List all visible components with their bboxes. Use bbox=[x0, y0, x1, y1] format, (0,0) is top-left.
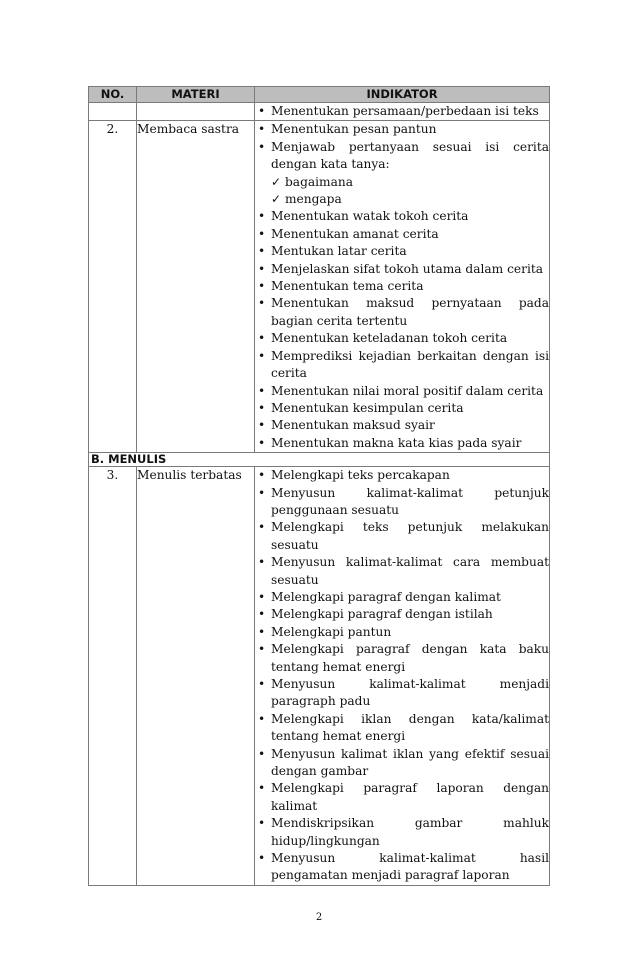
indicator-item bbox=[255, 641, 549, 676]
indicator-text: Melengkapi paragraf dengan kata baku tentang hemat energi bbox=[271, 642, 549, 674]
bullet-icon: • bbox=[258, 279, 266, 294]
bullet-icon: • bbox=[258, 624, 266, 639]
bullet-icon: • bbox=[258, 520, 266, 535]
sub-item bbox=[271, 174, 549, 191]
indicator-item bbox=[255, 435, 549, 452]
sub-list bbox=[271, 174, 549, 209]
indicator-text: Menentukan tema cerita bbox=[271, 279, 424, 294]
indicator-item bbox=[255, 121, 549, 138]
bullet-icon: • bbox=[258, 851, 266, 866]
bullet-icon: • bbox=[258, 468, 266, 483]
cell-no bbox=[89, 103, 137, 121]
bullet-icon: • bbox=[258, 104, 266, 118]
bullet-icon: • bbox=[258, 816, 266, 831]
cell-indikator bbox=[255, 121, 550, 453]
table-body bbox=[89, 103, 550, 886]
indicator-text: Menentukan pesan pantun bbox=[271, 122, 437, 137]
bullet-icon: • bbox=[258, 261, 266, 276]
checkmark-icon: ✓ bbox=[271, 192, 282, 207]
indicator-item bbox=[255, 519, 549, 554]
checkmark-icon: ✓ bbox=[271, 174, 282, 189]
indicator-item bbox=[255, 226, 549, 243]
bullet-icon: • bbox=[258, 331, 266, 346]
indicator-item bbox=[255, 261, 549, 278]
page-number: 2 bbox=[315, 912, 323, 923]
indicator-text: Menyusun kalimat-kalimat petunjuk penggunaan sesuatu bbox=[271, 485, 549, 517]
indicator-list bbox=[255, 121, 549, 452]
indicator-text: Melengkapi paragraf dengan kalimat bbox=[271, 589, 501, 604]
indicator-item bbox=[255, 850, 549, 885]
section-title: B. MENULIS bbox=[89, 453, 550, 467]
indicator-text: Melengkapi iklan dengan kata/kalimat tentang hemat energi bbox=[271, 711, 549, 744]
bullet-icon: • bbox=[258, 607, 266, 622]
sub-item bbox=[271, 191, 549, 208]
indicator-text: Menyusun kalimat iklan yang efektif sesuai dengan gambar bbox=[271, 746, 549, 779]
header-indikator: INDIKATOR bbox=[255, 87, 550, 103]
indicator-item bbox=[255, 208, 549, 225]
cell-materi bbox=[137, 103, 255, 121]
bullet-icon: • bbox=[258, 400, 266, 415]
indicator-text: Mentukan latar cerita bbox=[271, 244, 407, 259]
indicator-list bbox=[255, 103, 549, 120]
indicator-item bbox=[255, 383, 549, 400]
indicator-text: Menyusun kalimat-kalimat hasil pengamatan menjadi paragraf laporan bbox=[271, 851, 549, 883]
indicator-text: Melengkapi teks petunjuk melakukan sesuatu bbox=[271, 520, 549, 552]
indicator-item bbox=[255, 554, 549, 589]
bullet-icon: • bbox=[258, 209, 266, 224]
indicator-text: Menentukan persamaan/perbedaan isi teks bbox=[271, 104, 539, 118]
bullet-icon: • bbox=[258, 642, 266, 657]
indicator-item bbox=[255, 243, 549, 260]
indicator-text: Menjelaskan sifat tokoh utama dalam cerita bbox=[271, 261, 544, 276]
indicator-text: Menentukan watak tokoh cerita bbox=[271, 209, 469, 224]
cell-materi: Menulis terbatas bbox=[137, 467, 255, 886]
table-header bbox=[89, 87, 550, 103]
indicator-text: Melengkapi teks percakapan bbox=[271, 468, 450, 483]
bullet-icon: • bbox=[258, 746, 266, 761]
bullet-icon: • bbox=[258, 555, 266, 570]
bullet-icon: • bbox=[258, 383, 266, 398]
bullet-icon: • bbox=[258, 677, 266, 691]
table-row bbox=[89, 121, 550, 453]
table-row bbox=[89, 467, 550, 886]
indicator-text: Menentukan kesimpulan cerita bbox=[271, 400, 464, 415]
bullet-icon: • bbox=[258, 348, 266, 363]
indicator-table bbox=[88, 86, 550, 886]
indicator-text: Melengkapi paragraf laporan dengan kalimat bbox=[271, 781, 549, 813]
sub-item-text: mengapa bbox=[285, 192, 342, 207]
indicator-item bbox=[255, 330, 549, 347]
bullet-icon: • bbox=[258, 435, 266, 450]
cell-materi: Membaca sastra bbox=[137, 121, 255, 453]
indicator-item bbox=[255, 676, 549, 711]
indicator-text: Menentukan amanat cerita bbox=[271, 226, 439, 241]
cell-indikator bbox=[255, 467, 550, 886]
table-row bbox=[89, 103, 550, 121]
bullet-icon: • bbox=[258, 226, 266, 241]
indicator-item bbox=[255, 278, 549, 295]
indicator-item bbox=[255, 417, 549, 434]
indicator-item bbox=[255, 711, 549, 746]
indicator-text: Melengkapi pantun bbox=[271, 624, 392, 639]
indicator-item bbox=[255, 624, 549, 641]
indicator-text: Menentukan keteladanan tokoh cerita bbox=[271, 331, 508, 346]
sub-item-text: bagaimana bbox=[285, 174, 353, 189]
header-no: NO. bbox=[89, 87, 137, 103]
cell-indikator bbox=[255, 103, 550, 121]
indicator-item bbox=[255, 746, 549, 781]
indicator-text: Menyusun kalimat-kalimat menjadi paragraph padu bbox=[271, 677, 549, 709]
section-row bbox=[89, 453, 550, 467]
indicator-item bbox=[255, 295, 549, 330]
indicator-item bbox=[255, 780, 549, 815]
bullet-icon: • bbox=[258, 418, 266, 433]
indicator-text: Memprediksi kejadian berkaitan dengan isi cerita bbox=[271, 348, 549, 381]
indicator-text: Melengkapi paragraf dengan istilah bbox=[271, 607, 493, 622]
bullet-icon: • bbox=[258, 296, 266, 311]
indicator-item bbox=[255, 400, 549, 417]
bullet-icon: • bbox=[258, 485, 266, 500]
indicator-item bbox=[255, 815, 549, 850]
indicator-text: Mendiskripsikan gambar mahluk hidup/lingkungan bbox=[271, 816, 549, 848]
indicator-text: Menentukan maksud syair bbox=[271, 418, 435, 433]
indicator-item bbox=[255, 589, 549, 606]
indicator-list bbox=[255, 467, 549, 885]
indicator-item bbox=[255, 103, 549, 120]
indicator-item bbox=[255, 606, 549, 623]
indicator-text: Menentukan nilai moral positif dalam cerita bbox=[271, 383, 544, 398]
bullet-icon: • bbox=[258, 781, 266, 796]
bullet-icon: • bbox=[258, 711, 266, 726]
bullet-icon: • bbox=[258, 139, 266, 154]
bullet-icon: • bbox=[258, 244, 266, 259]
indicator-item bbox=[255, 348, 549, 383]
bullet-icon: • bbox=[258, 589, 266, 604]
header-materi: MATERI bbox=[137, 87, 255, 103]
cell-no: 2. bbox=[89, 121, 137, 453]
indicator-text: Menentukan maksud pernyataan pada bagian cerita tertentu bbox=[271, 296, 549, 328]
indicator-text: Menyusun kalimat-kalimat cara membuat sesuatu bbox=[271, 555, 549, 587]
indicator-text: Menentukan makna kata kias pada syair bbox=[271, 435, 522, 450]
indicator-text: Menjawab pertanyaan sesuai isi cerita dengan kata tanya: bbox=[271, 139, 549, 172]
cell-no: 3. bbox=[89, 467, 137, 886]
indicator-item bbox=[255, 139, 549, 209]
indicator-item bbox=[255, 485, 549, 520]
indicator-item bbox=[255, 467, 549, 484]
bullet-icon: • bbox=[258, 122, 266, 137]
